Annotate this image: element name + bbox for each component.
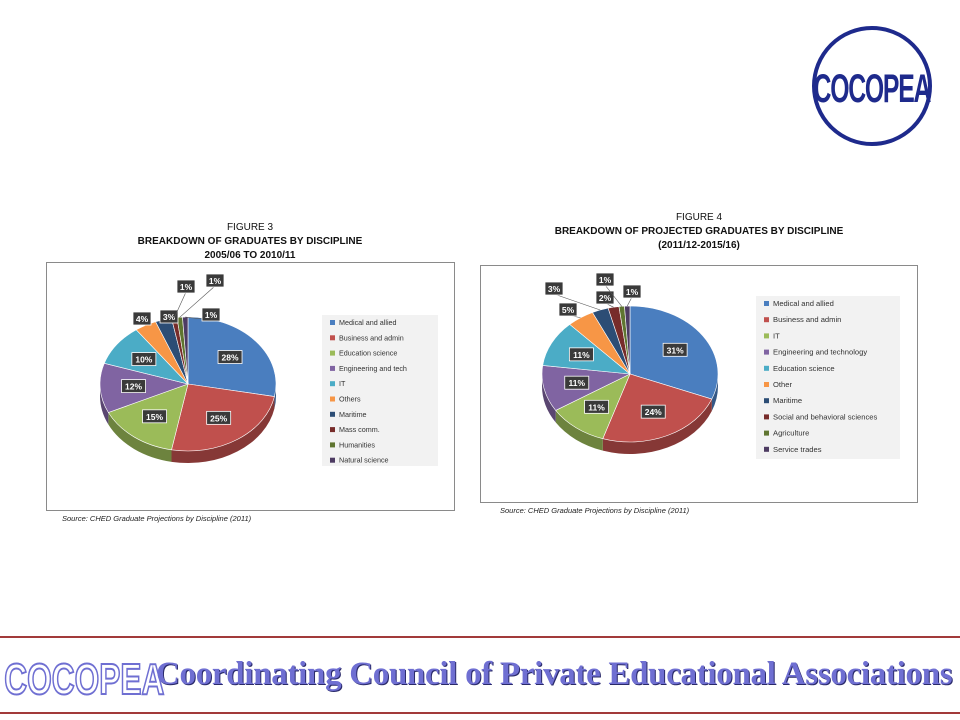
figure3-subtitle: 2005/06 TO 2010/11 xyxy=(204,250,296,261)
legend-swatch xyxy=(764,414,769,419)
legend-item-education-science: Education science xyxy=(339,348,398,358)
data-label-medical-and-allied: 31% xyxy=(666,345,684,356)
cocopea-logo xyxy=(808,22,936,150)
figure4-chart-frame xyxy=(480,265,918,503)
legend-swatch xyxy=(330,442,335,447)
figure4-label: FIGURE 4 xyxy=(675,212,723,223)
figure3-heading xyxy=(46,222,454,261)
data-label-agriculture: 1% xyxy=(598,275,612,285)
footer-logo-text: COCOPEA xyxy=(4,654,165,705)
legend-swatch xyxy=(330,351,335,356)
legend-item-service-trades: Service trades xyxy=(773,444,822,454)
legend-item-humanities: Humanities xyxy=(339,440,375,450)
figure4-pie-chart xyxy=(481,266,917,502)
legend xyxy=(756,296,900,459)
legend-swatch xyxy=(764,333,769,338)
figure4-heading xyxy=(480,212,918,251)
legend-swatch xyxy=(764,317,769,322)
legend-swatch xyxy=(764,382,769,387)
data-label-education-science: 15% xyxy=(146,411,164,422)
legend-item-mass-comm: Mass comm. xyxy=(339,425,380,435)
legend-item-medical-and-allied: Medical and allied xyxy=(773,299,834,308)
figure4-source: Source: CHED Graduate Projections by Discipline (2011) xyxy=(500,506,690,515)
legend-item-business-and-admin: Business and admin xyxy=(773,315,842,325)
data-label-maritime: 3% xyxy=(547,284,561,294)
data-label-engineering-and-technology: 11% xyxy=(568,378,586,389)
data-label-engineering-and-tech: 12% xyxy=(125,381,143,392)
legend-item-maritime: Maritime xyxy=(773,396,803,406)
figure3-title: BREAKDOWN OF GRADUATES BY DISCIPLINE xyxy=(137,236,363,247)
data-label-natural-science: 1% xyxy=(204,310,218,320)
legend-swatch xyxy=(764,350,769,355)
footer-rule-top xyxy=(0,636,960,638)
data-label-service-trades: 1% xyxy=(625,287,639,297)
callout-line xyxy=(174,292,186,318)
figure4-subtitle: (2011/12-2015/16) xyxy=(658,240,740,251)
legend-swatch xyxy=(764,447,769,452)
figure3-label: FIGURE 3 xyxy=(226,222,274,233)
figure3-chart-frame xyxy=(46,262,455,511)
data-label-business-and-admin: 25% xyxy=(210,413,228,424)
legend-swatch xyxy=(764,431,769,436)
legend-swatch xyxy=(764,301,769,306)
figure4-title: BREAKDOWN OF PROJECTED GRADUATES BY DISCIPLINE xyxy=(554,226,844,237)
legend xyxy=(322,315,438,466)
legend-swatch xyxy=(764,398,769,403)
data-label-medical-and-allied: 28% xyxy=(221,352,239,363)
legend-item-others: Others xyxy=(339,394,361,404)
legend-item-it: IT xyxy=(339,379,346,389)
legend-item-natural-science: Natural science xyxy=(339,455,389,465)
footer-rule-bottom xyxy=(0,712,960,714)
data-label-education-science: 11% xyxy=(573,349,590,360)
legend-item-business-and-admin: Business and admin xyxy=(339,333,404,343)
legend-item-agriculture: Agriculture xyxy=(773,428,810,438)
legend-item-other: Other xyxy=(773,380,792,389)
data-label-humanities: 1% xyxy=(208,276,222,286)
legend-swatch xyxy=(330,397,335,402)
legend-swatch xyxy=(764,366,769,371)
data-label-business-and-admin: 24% xyxy=(644,407,662,418)
data-label-it: 10% xyxy=(135,354,153,365)
legend-item-education-science: Education science xyxy=(773,363,835,373)
data-label-it: 11% xyxy=(588,402,605,413)
legend-item-maritime: Maritime xyxy=(339,409,367,419)
legend-item-engineering-and-tech: Engineering and tech xyxy=(339,363,407,373)
legend-swatch xyxy=(330,412,335,417)
data-label-other: 5% xyxy=(561,305,575,315)
data-label-others: 4% xyxy=(135,314,149,324)
legend-swatch xyxy=(330,335,335,340)
legend-swatch xyxy=(330,427,335,432)
legend-swatch xyxy=(330,366,335,371)
legend-item-engineering-and-technology: Engineering and technology xyxy=(773,347,868,357)
legend-item-social-and-behavioral-sciences: Social and behavioral sciences xyxy=(773,412,878,422)
data-label-mass-comm: 1% xyxy=(179,282,193,292)
legend-swatch xyxy=(330,320,335,325)
figure3-pie-chart xyxy=(47,263,454,510)
data-label-social-and-behavioral-sciences: 2% xyxy=(598,293,612,303)
pie-slices xyxy=(542,306,718,442)
logo-text: COCOPEA xyxy=(813,67,931,112)
legend-item-it: IT xyxy=(773,331,780,341)
figure3-source: Source: CHED Graduate Projections by Discipline (2011) xyxy=(62,514,252,523)
footer-org-name: Coordinating Council of Private Educational Associations xyxy=(156,656,953,692)
legend-item-medical-and-allied: Medical and allied xyxy=(339,318,397,327)
footer-logo xyxy=(4,648,165,705)
legend-swatch xyxy=(330,381,335,386)
legend-swatch xyxy=(330,458,335,463)
data-label-maritime: 3% xyxy=(162,312,176,322)
